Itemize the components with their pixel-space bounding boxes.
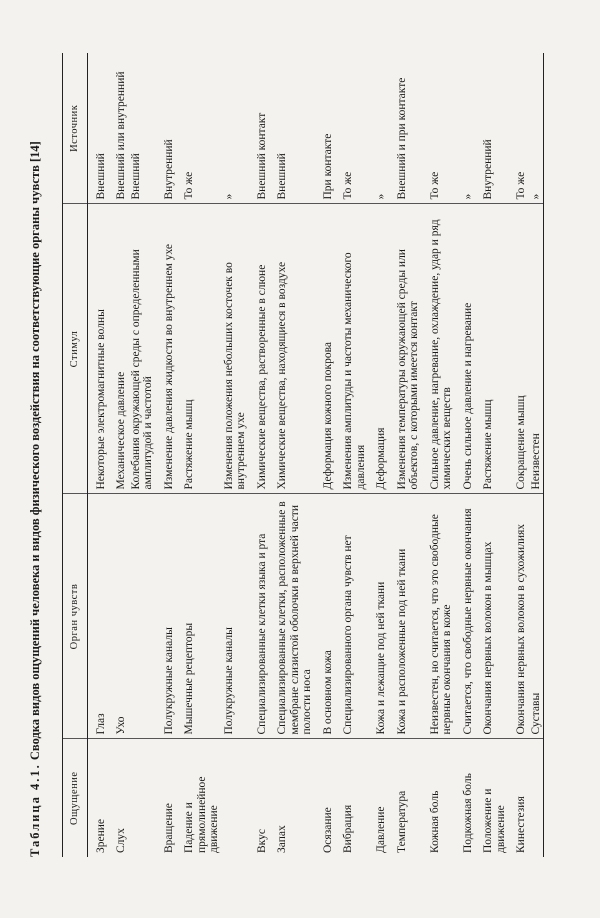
cell-source: То же <box>508 53 529 204</box>
cell-sense: Вкус <box>255 829 268 853</box>
col-header-stimulus: Стимул <box>63 204 88 494</box>
cell-source: Внутренний <box>475 53 508 204</box>
cell-source: Внешний <box>87 53 108 204</box>
table-row <box>176 53 222 857</box>
cell-organ: Специализированные клетки языка и рта <box>249 494 270 739</box>
cell-stimulus: Деформация <box>368 204 389 494</box>
cell-organ: Специализированные клетки, расположенные в мембране слизистой оболочки в верхней части полости носа <box>269 494 315 739</box>
col-header-sense: Ощущение <box>63 739 88 857</box>
cell-sense: Зрение <box>94 818 107 853</box>
caption-title: Сводка видов ощущений человека и видов физического воздействия на соответствующие органы чувств <box>28 165 42 761</box>
cell-stimulus: Изменение давления жидкости во внутреннем ухе <box>156 204 177 494</box>
table-row <box>87 53 108 857</box>
cell-sense: Кожная боль <box>428 790 441 853</box>
cell-sense: Осязание <box>321 807 334 853</box>
cell-stimulus: Химические вещества, растворенные в слюне <box>249 204 270 494</box>
cell-stimulus: Колебания окружающей среды с определенными амплитудой и частотой <box>129 204 156 494</box>
table-row <box>422 53 455 857</box>
cell-organ: Считается, что свободные нервные окончания <box>455 494 476 739</box>
cell-organ: Окончания нервных волокон в сухожилиях <box>508 494 529 739</box>
cell-organ: Мышечные рецепторы <box>176 494 222 739</box>
cell-sense <box>222 739 249 857</box>
cell-sense: Слух <box>115 828 127 853</box>
header-row <box>63 53 88 857</box>
cell-organ: Полукружные каналы <box>156 494 177 739</box>
table-row <box>315 53 336 857</box>
cell-sense: Давление <box>375 806 387 853</box>
cell-sense: Вибрация <box>342 804 354 853</box>
col-header-source: Источник <box>63 53 88 204</box>
cell-sense <box>129 739 156 857</box>
cell-source: То же <box>176 53 222 204</box>
cell-organ <box>129 494 156 739</box>
cell-stimulus: Изменения температуры окружающей среды или объектов, с которыми имеется контакт <box>389 204 422 494</box>
cell-organ: Неизвестен, но считается, что это свободные нервные окончания в коже <box>422 494 455 739</box>
cell-source: То же <box>335 53 368 204</box>
table-row <box>475 53 508 857</box>
table-row <box>368 53 389 857</box>
cell-sense: Кинестезия <box>515 796 527 853</box>
cell-source: Внешний <box>269 53 315 204</box>
cell-stimulus: Изменения положения небольших косточек во внутреннем ухе <box>222 204 249 494</box>
table-body <box>87 53 544 857</box>
cell-source: » <box>529 53 544 204</box>
cell-organ: Глаз <box>87 494 108 739</box>
cell-source: То же <box>422 53 455 204</box>
cell-organ: Ухо <box>108 494 129 739</box>
table-row <box>249 53 270 857</box>
col-header-organ: Орган чувств <box>63 494 88 739</box>
caption-ref: [14] <box>28 141 42 163</box>
table-row <box>389 53 422 857</box>
cell-source: Внешний и при контакте <box>389 53 422 204</box>
cell-source: Внешний <box>129 53 156 204</box>
cell-sense: Запах <box>276 825 288 853</box>
cell-organ: Суставы <box>529 494 544 739</box>
cell-source: Внешний контакт <box>249 53 270 204</box>
cell-sense <box>529 739 544 857</box>
rotated-table-page <box>20 39 580 879</box>
caption-label: Таблица 4.1. <box>28 763 42 857</box>
cell-stimulus: Растяжение мышц <box>176 204 222 494</box>
table-row <box>455 53 476 857</box>
cell-stimulus: Неизвестен <box>529 204 544 494</box>
table-row <box>269 53 315 857</box>
table-caption <box>28 57 42 857</box>
cell-sense: Положение и движение <box>482 788 507 853</box>
cell-stimulus: Сильное давление, нагревание, охлаждение, удар и ряд химических веществ <box>422 204 455 494</box>
cell-stimulus: Некоторые электромагнитные волны <box>87 204 108 494</box>
cell-stimulus: Сокращение мышц <box>508 204 529 494</box>
cell-source: Внутренний <box>156 53 177 204</box>
cell-stimulus: Деформация кожного покрова <box>315 204 336 494</box>
table-row <box>156 53 177 857</box>
cell-source: При контакте <box>315 53 336 204</box>
table-row <box>108 53 129 857</box>
cell-organ: Специализированного органа чувств нет <box>335 494 368 739</box>
cell-stimulus: Растяжение мышц <box>475 204 508 494</box>
cell-organ: Окончания нервных волокон в мышцах <box>475 494 508 739</box>
table-row <box>129 53 156 857</box>
table-row <box>529 53 544 857</box>
cell-organ: В основном кожа <box>315 494 336 739</box>
cell-organ: Кожа и лежащие под ней ткани <box>368 494 389 739</box>
senses-table <box>62 53 544 857</box>
table-row <box>508 53 529 857</box>
table-row <box>222 53 249 857</box>
table-row <box>335 53 368 857</box>
cell-stimulus: Очень сильное давление и нагревание <box>455 204 476 494</box>
cell-sense: Подкожная боль <box>461 773 474 853</box>
cell-stimulus: Химические вещества, находящиеся в воздухе <box>269 204 315 494</box>
cell-source: » <box>368 53 389 204</box>
cell-organ: Кожа и расположенные под ней ткани <box>389 494 422 739</box>
cell-source: » <box>455 53 476 204</box>
cell-sense: Температура <box>395 790 408 853</box>
cell-organ: Полукружные каналы <box>222 494 249 739</box>
cell-sense: Вращение <box>162 803 175 853</box>
cell-sense: Падение и прямолинейное движение <box>183 776 220 853</box>
cell-source: » <box>222 53 249 204</box>
cell-stimulus: Механическое давление <box>108 204 129 494</box>
cell-source: Внешний или внутренний <box>108 53 129 204</box>
cell-stimulus: Изменения амплитуды и частоты механического давления <box>335 204 368 494</box>
